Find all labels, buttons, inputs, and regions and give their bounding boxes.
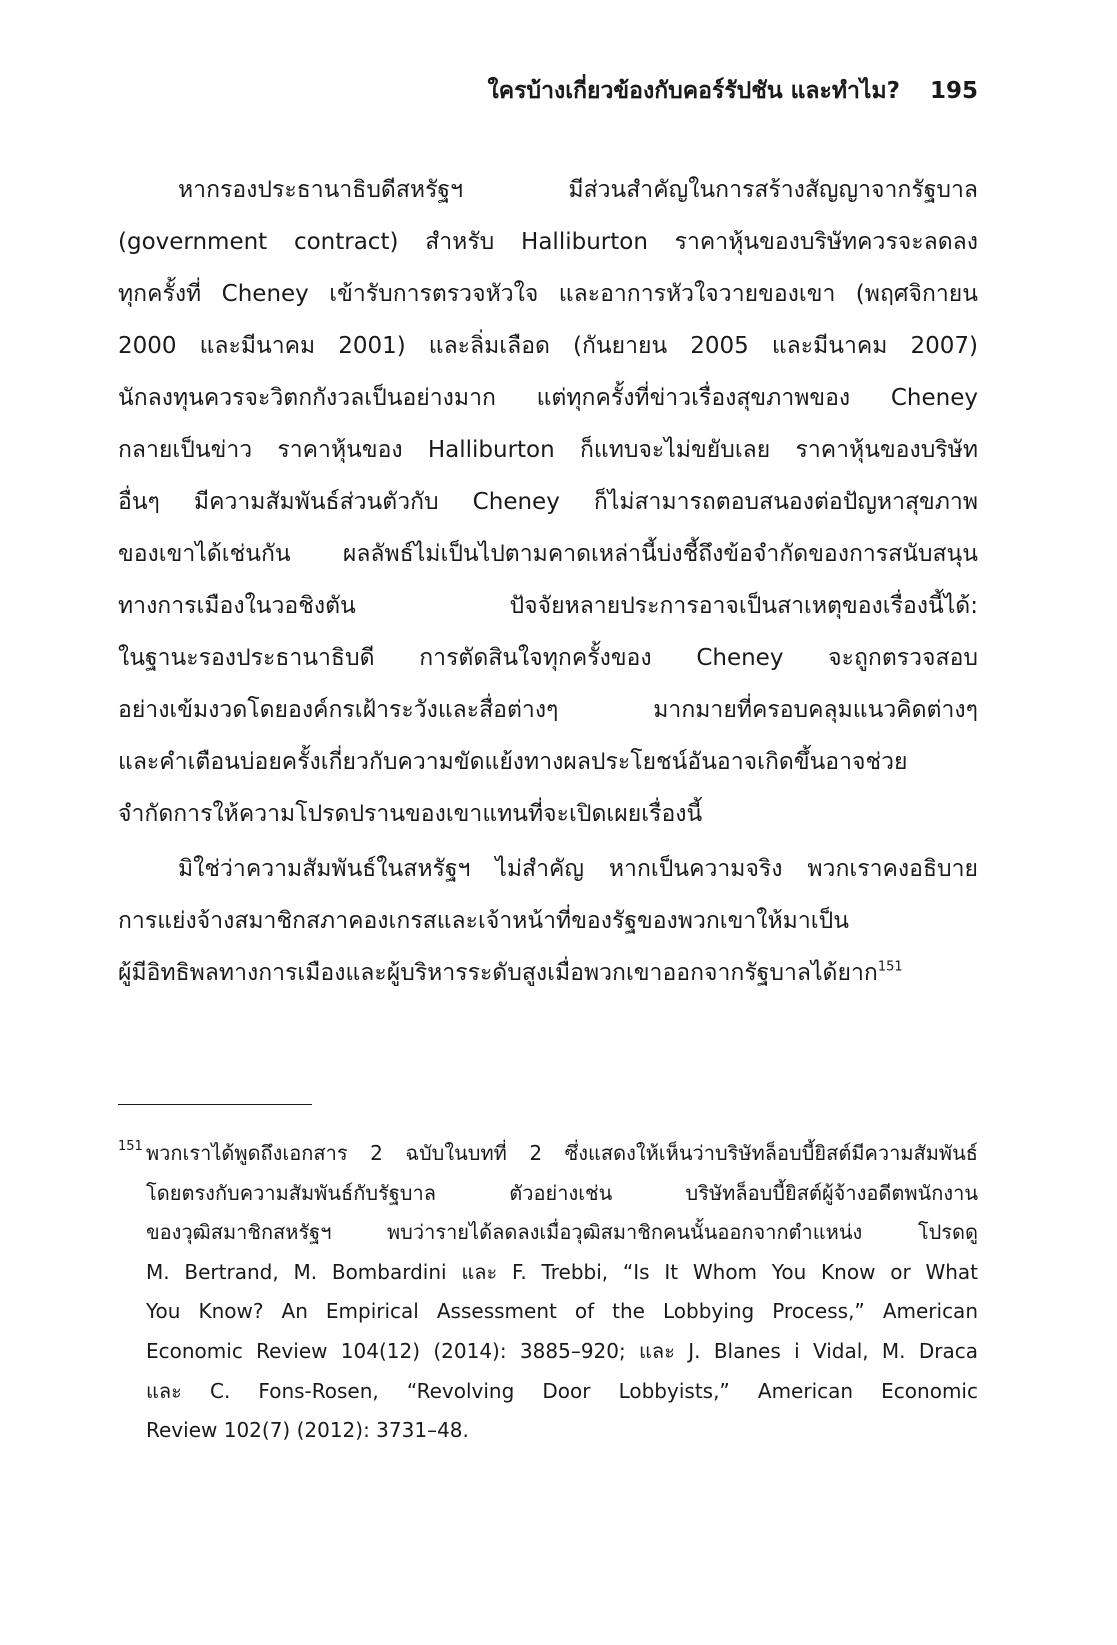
body-line: และคำเตือนบ่อยครั้งเกี่ยวกับความขัดแย้งทางผลประโยชน์อันอาจเกิดขึ้นอาจช่วย — [118, 749, 908, 775]
footnote-line: You Know? An Empirical Assessment of the Lobbying Process,” American — [146, 1299, 978, 1324]
body-line: มิใช่ว่าความสัมพันธ์ในสหรัฐฯ ไม่สำคัญ หากเป็นความจริง พวกเราคงอธิบาย — [178, 856, 978, 882]
body-line: นักลงทุนควรจะวิตกกังวลเป็นอย่างมาก แต่ทุกครั้งที่ข่าวเรื่องสุขภาพของ Cheney — [118, 385, 978, 411]
running-header-title: ใครบ้างเกี่ยวข้องกับคอร์รัปชัน และทำไม? — [487, 78, 900, 104]
footnote-number: 151 — [118, 1139, 143, 1154]
footnote-reference[interactable]: 151 — [877, 959, 903, 975]
body-line-text: ผู้มีอิทธิพลทางการเมืองและผู้บริหารระดับสูงเมื่อพวกเขาออกจากรัฐบาลได้ยาก — [118, 960, 878, 986]
body-line: 2000 และมีนาคม 2001) และลิ่มเลือด (กันยายน 2005 และมีนาคม 2007) — [118, 333, 978, 359]
footnote-text — [146, 1134, 978, 1451]
footnote-line: Economic Review 104(12) (2014): 3885–920; และ J. Blanes i Vidal, M. Draca — [146, 1338, 978, 1363]
body-line: ในฐานะรองประธานาธิบดี การตัดสินใจทุกครั้งของ Cheney จะถูกตรวจสอบ — [118, 645, 978, 671]
body-line: จำกัดการให้ความโปรดปรานของเขาแทนที่จะเปิดเผยเรื่องนี้ — [118, 801, 703, 827]
body-text — [118, 164, 978, 999]
body-line: กลายเป็นข่าว ราคาหุ้นของ Halliburton ก็แทบจะไม่ขยับเลย ราคาหุ้นของบริษัท — [118, 437, 978, 463]
body-line: ทางการเมืองในวอชิงตัน ปัจจัยหลายประการอาจเป็นสาเหตุของเรื่องนี้ได้: — [118, 593, 978, 619]
body-line: อย่างเข้มงวดโดยองค์กรเฝ้าระวังและสื่อต่างๆ มากมายที่ครอบคลุมแนวคิดต่างๆ — [118, 697, 978, 723]
body-line: หากรองประธานาธิบดีสหรัฐฯ มีส่วนสำคัญในการสร้างสัญญาจากรัฐบาล — [178, 177, 978, 203]
body-line: (government contract) สำหรับ Halliburton ราคาหุ้นของบริษัทควรจะลดลง — [118, 229, 978, 255]
footnote-line: Review 102(7) (2012): 3731–48. — [146, 1418, 469, 1443]
footnote-line: ของวุฒิสมาชิกสหรัฐฯ พบว่ารายได้ลดลงเมื่อวุฒิสมาชิกคนนั้นออกจากตำแหน่ง โปรดดู — [146, 1220, 978, 1245]
running-header — [118, 76, 978, 106]
body-line: ของเขาได้เช่นกัน ผลลัพธ์ไม่เป็นไปตามคาดเหล่านี้บ่งชี้ถึงข้อจำกัดของการสนับสนุน — [118, 541, 978, 567]
footnote-line: พวกเราได้พูดถึงเอกสาร 2 ฉบับในบทที่ 2 ซึ่งแสดงให้เห็นว่าบริษัทล็อบบี้ยิสต์มีความสัมพันธ์ — [146, 1141, 978, 1165]
body-line: ทุกครั้งที่ Cheney เข้ารับการตรวจหัวใจ และอาการหัวใจวายของเขา (พฤศจิกายน — [118, 281, 978, 307]
footnote-line: M. Bertrand, M. Bombardini และ F. Trebbi, “Is It Whom You Know or What — [146, 1259, 978, 1284]
body-line: อื่นๆ มีความสัมพันธ์ส่วนตัวกับ Cheney ก็ไม่สามารถตอบสนองต่อปัญหาสุขภาพ — [118, 489, 978, 515]
footnote-line: โดยตรงกับความสัมพันธ์กับรัฐบาล ตัวอย่างเช่น บริษัทล็อบบี้ยิสต์ผู้จ้างอดีตพนักงาน — [146, 1180, 978, 1205]
page-number: 195 — [929, 78, 978, 104]
body-line-last — [118, 947, 978, 999]
body-line: การแย่งจ้างสมาชิกสภาคองเกรสและเจ้าหน้าที่ของรัฐของพวกเขาให้มาเป็น — [118, 908, 849, 934]
footnote-divider — [118, 1104, 312, 1105]
footnote-line: และ C. Fons-Rosen, “Revolving Door Lobbyists,” American Economic — [146, 1378, 978, 1403]
